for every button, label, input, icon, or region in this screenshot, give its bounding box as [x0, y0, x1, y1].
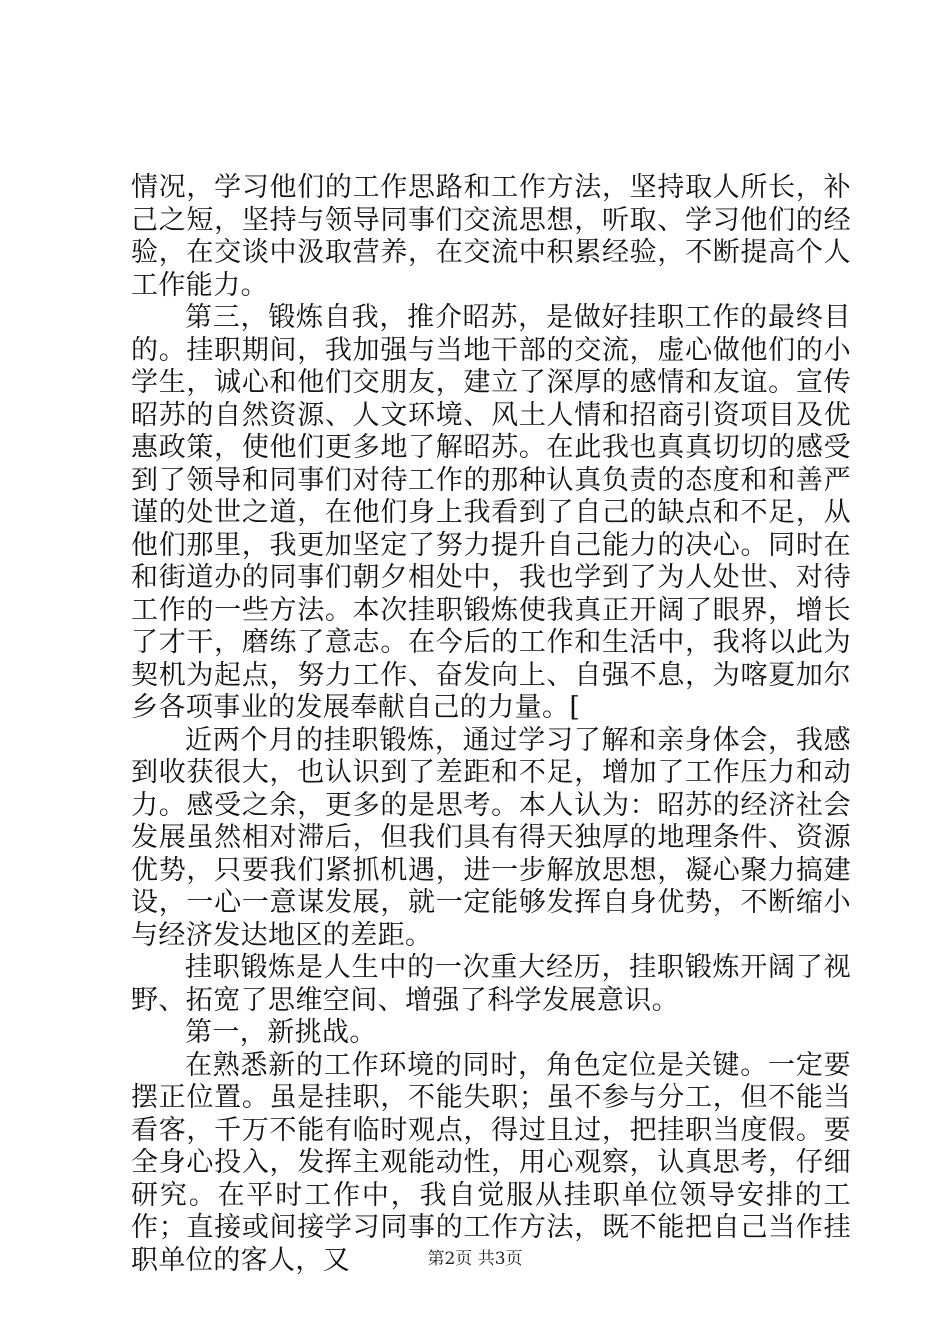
paragraph-4: 挂职锻炼是人生中的一次重大经历，挂职锻炼开阔了视野、拓宽了思维空间、增强了科学发展意识。: [131, 952, 851, 1016]
paragraph-3: 近两个月的挂职锻炼，通过学习了解和亲身体会，我感到收获很大，也认识到了差距和不足，增加了工作压力和动力。感受之余，更多的是思考。本人认为：昭苏的经济社会发展虽然相对滞后，但我们具有得天独厚的地理条件、资源优势，只要我们紧抓机遇，进一步解放思想，凝心聚力搞建设，一心一意谋发展，就一定能够发挥自身优势，不断缩小与经济发达地区的差距。: [131, 724, 851, 951]
paragraph-2: 第三，锻炼自我，推介昭苏，是做好挂职工作的最终目的。挂职期间，我加强与当地干部的交流，虚心做他们的小学生，诚心和他们交朋友，建立了深厚的感情和友谊。宣传昭苏的自然资源、人文环境、风土人情和招商引资项目及优惠政策，使他们更多地了解昭苏。在此我也真真切切的感受到了领导和同事们对待工作的那种认真负责的态度和和善严谨的处世之道，在他们身上我看到了自己的缺点和不足，从他们那里，我更加坚定了努力提升自己能力的决心。同时在和街道办的同事们朝夕相处中，我也学到了为人处世、对待工作的一些方法。本次挂职锻炼使我真正开阔了眼界，增长了才干，磨练了意志。在今后的工作和生活中，我将以此为契机为起点，努力工作、奋发向上、自强不息，为喀夏加尔乡各项事业的发展奉献自己的力量。[: [131, 302, 851, 723]
paragraph-5: 第一，新挑战。: [185, 1017, 377, 1048]
document-body: [131, 172, 851, 1277]
paragraph-1: 情况，学习他们的工作思路和工作方法，坚持取人所长，补己之短，坚持与领导同事们交流思想，听取、学习他们的经验，在交谈中汲取营养，在交流中积累经验，不断提高个人工作能力。: [131, 172, 851, 301]
paragraph-6: 在熟悉新的工作环境的同时，角色定位是关键。一定要摆正位置。虽是挂职，不能失职；虽不参与分工，但不能当看客，千万不能有临时观点，得过且过，把挂职当度假。要全身心投入，发挥主观能动性，用心观察，认真思考，仔细研究。在平时工作中，我自觉服从挂职单位领导安排的工作；直接或间接学习同事的工作方法，既不能把自己当作挂职单位的客人，又: [131, 1049, 851, 1276]
page-footer: 第2页 共3页: [427, 1249, 523, 1269]
